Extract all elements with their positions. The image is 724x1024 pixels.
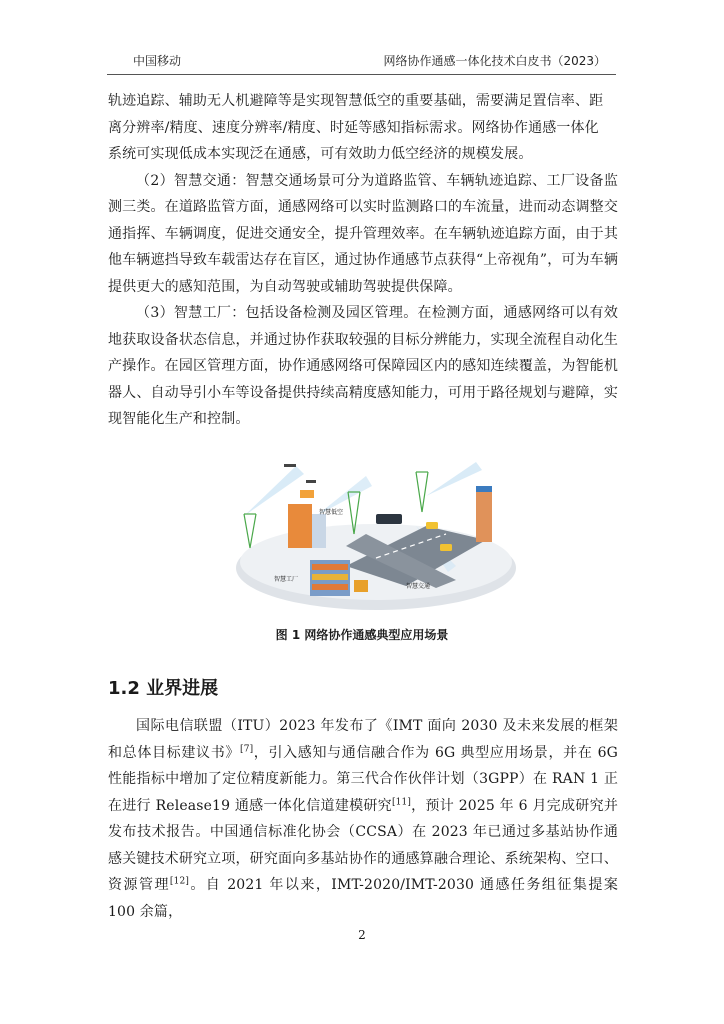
- intro-line: 轨迹追踪、辅助无人机避障等是实现智慧低空的重要基础，需要满足置信率、距: [108, 93, 604, 109]
- car: [440, 544, 452, 551]
- paragraph-segment: ，预计 2025 年 6 月完成研究并发布技术报告。中国通信标准化协会（CCSA）在 2023 年已通过多基站协作通感关键技术研究立项，研究面向多基站协作的通感算融合理论、系统架构、空口、资源管理: [108, 797, 619, 893]
- paragraph-segment: 国际电信联盟（ITU）2023 年发布了《IMT 面向 2030 及未来发展的框架和总体目标建议书》: [108, 718, 618, 761]
- header-rule: [107, 74, 616, 75]
- paragraph-segment: 。自 2021 年以来，IMT-2020/IMT-2030 通感任务组征集提案 100 余篇，: [108, 877, 618, 920]
- header-right: 网络协作通感一体化技术白皮书（2023）: [383, 54, 606, 68]
- building: [288, 504, 312, 548]
- header-left: 中国移动: [133, 54, 182, 68]
- car: [426, 522, 438, 529]
- citation-ref: [7]: [240, 743, 254, 754]
- factory-paragraph: （3）智慧工厂：包括设备检测及园区管理。在检测方面，通感网络可以有效地获取设备状态信息，并通过协作获取较强的目标分辨能力，实现全流程自动化生产操作。在园区管理方面，协作通感网络可保障园区内的感知连续覆盖，为智能机器人、自动导引小车等设备提供持续高精度感知能力，可用于路径规划与避障，实现智能化生产和控制。: [108, 305, 618, 427]
- intro-line: 系统可实现低成本实现泛在通感，可有效助力低空经济的规模发展。: [108, 146, 533, 162]
- label-factory: 智慧工厂: [274, 576, 299, 583]
- cell-tower: [244, 514, 256, 548]
- figure-caption: 图 1 网络协作通感典型应用场景: [275, 628, 449, 642]
- intro-line: 离分辨率/精度、速度分辨率/精度、时延等感知指标需求。网络协作通感一体化: [108, 119, 599, 136]
- label-low-altitude: 智慧低空: [319, 509, 344, 516]
- section-heading: 1.2 业界进展: [108, 678, 219, 699]
- page-number: 2: [358, 928, 366, 942]
- forklift: [354, 580, 368, 592]
- sensing-beam: [426, 462, 482, 496]
- bus: [376, 514, 402, 524]
- body-text-top: [108, 88, 618, 433]
- building: [312, 514, 326, 548]
- traffic-paragraph: （2）智慧交通：智慧交通场景可分为道路监管、车辆轨迹追踪、工厂设备监测三类。在道路监管方面，通感网络可以实时监测路口的车流量，进而动态调整交通指挥、车辆调度，促进交通安全，提升管理效率。在车辆轨迹追踪方面，由于其他车辆遮挡导致车载雷达存在盲区，通过协作通感节点获得“上帝视角”，可为车辆提供更大的感知范围，为自动驾驶或辅助驾驶提供保障。: [108, 172, 618, 295]
- cell-tower: [416, 472, 428, 512]
- body-text-bottom: [108, 713, 618, 925]
- paragraph-segment: ，引入感知与通信融合作为 6G 典型应用场景，并在 6G 性能指标中增加了定位精度新能力。第三代合作伙伴计划（3GPP）在 RAN 1 正在进行 Release19 通感一体化信道建模研究: [108, 744, 618, 814]
- citation-ref: [12]: [169, 876, 189, 887]
- label-traffic: 智慧交通: [406, 583, 431, 590]
- building: [476, 492, 492, 542]
- citation-ref: [11]: [391, 796, 412, 807]
- industry-progress-paragraph: [108, 713, 618, 925]
- application-scenario-figure: [226, 456, 520, 616]
